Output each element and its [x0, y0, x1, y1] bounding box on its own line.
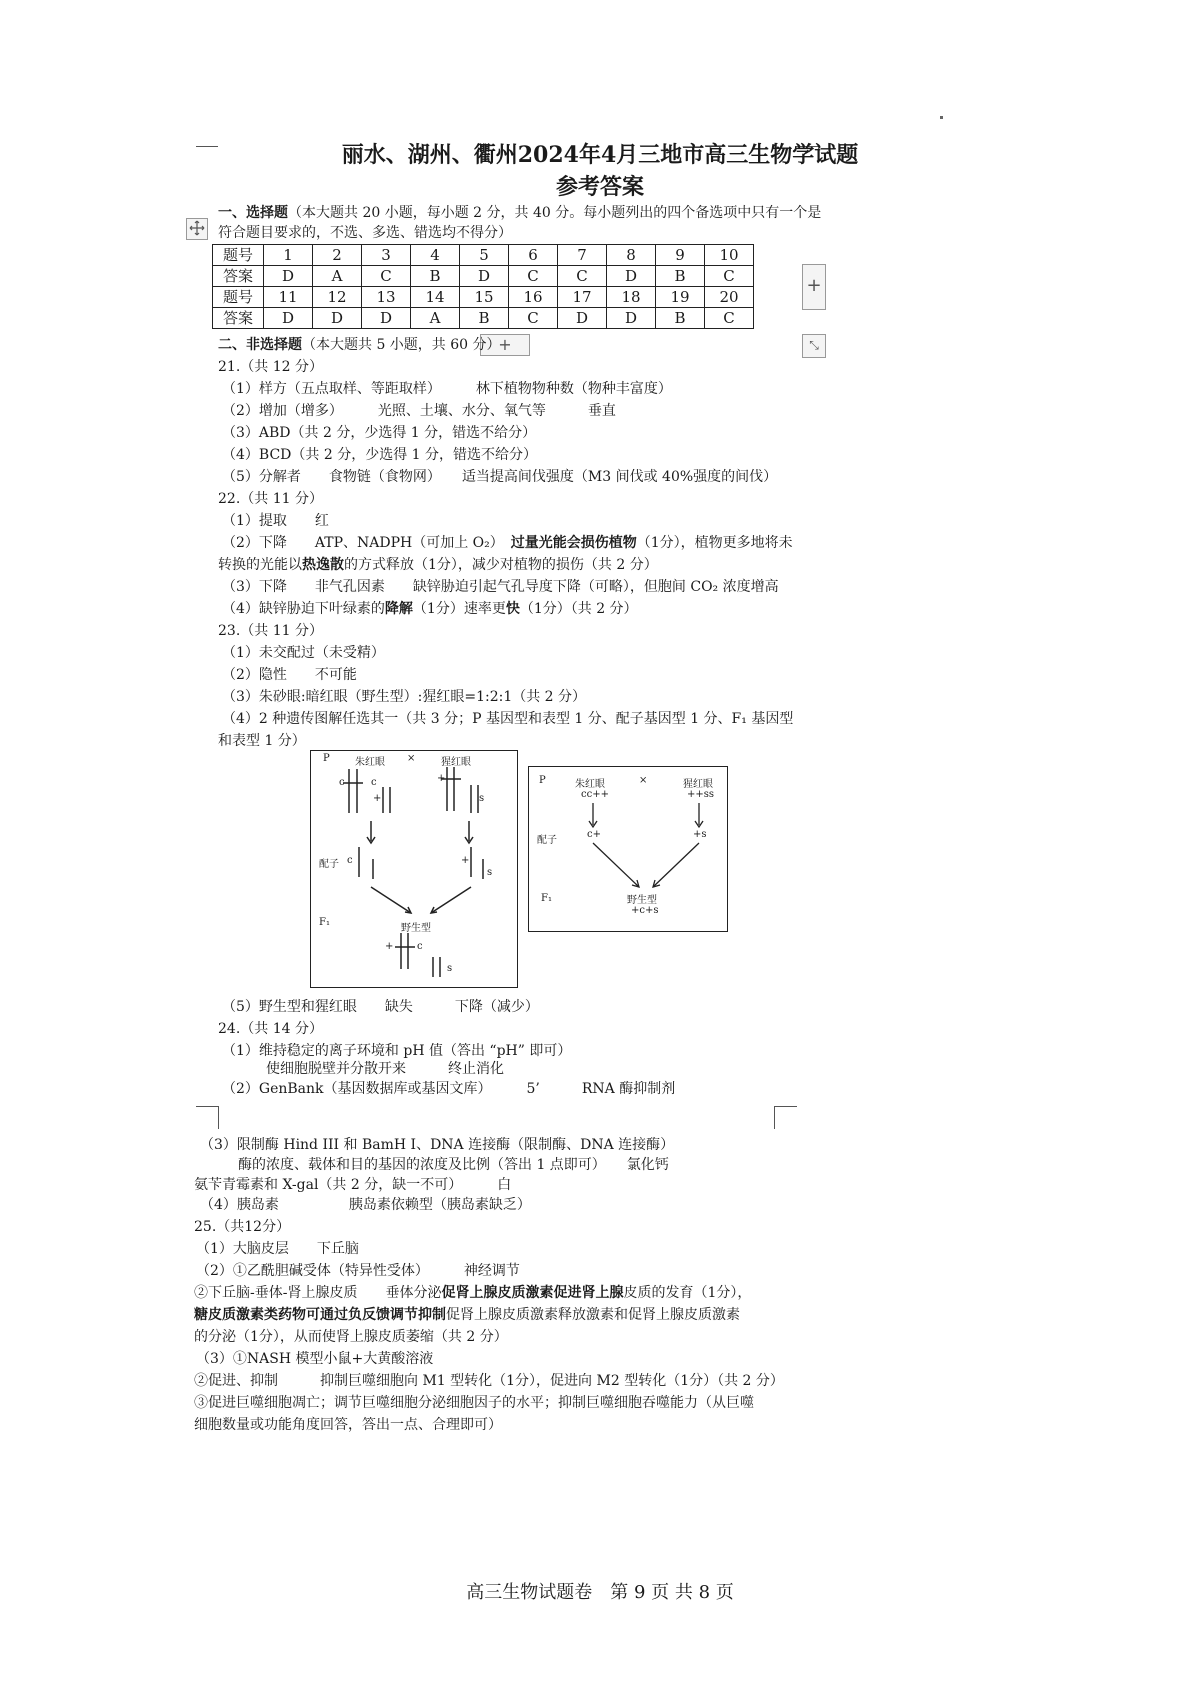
diagram2-geno2: ++ss	[687, 789, 715, 800]
dot-mark	[940, 116, 943, 119]
q25-line4-a: 糖皮质激素类药物可通过负反馈调节抑制	[194, 1307, 446, 1323]
question-number: 9	[656, 245, 705, 266]
allele-label: c	[347, 855, 353, 866]
diagram2-drawing	[529, 767, 727, 931]
question-number: 17	[558, 287, 607, 308]
answer-cell: D	[558, 308, 607, 329]
q25-line2: （2）①乙酰胆碱受体（特异性受体） 神经调节	[196, 1263, 520, 1279]
q21-line3: （3）ABD（共 2 分，少选得 1 分，错选不给分）	[222, 425, 537, 441]
table-row	[213, 287, 754, 308]
question-number: 13	[362, 287, 411, 308]
q21-line4: （4）BCD（共 2 分，少选得 1 分，错选不给分）	[222, 447, 538, 463]
diagram2-f1-label: F₁	[541, 893, 552, 904]
diagram2-geno1: cc++	[581, 789, 609, 800]
allele-label: s	[487, 867, 493, 878]
answer-cell: B	[656, 308, 705, 329]
answer-cell: B	[656, 266, 705, 287]
q22-line5-e: （1分）（共 2 分）	[519, 601, 638, 617]
plus-icon: +	[498, 335, 512, 354]
answer-cell: A	[313, 266, 362, 287]
q25-line4-b: 促肾上腺皮质激素释放激素和促肾上腺皮质激素	[446, 1307, 740, 1323]
q24-line3: （2）GenBank（基因数据库或基因文库） 5’ RNA 酶抑制剂	[222, 1081, 676, 1097]
page-footer: 高三生物试题卷 第 9 页 共 8 页	[466, 1582, 734, 1603]
diagram2-offgeno: +c+s	[631, 905, 659, 916]
answer-cell: B	[460, 308, 509, 329]
row-label-question: 题号	[213, 245, 264, 266]
question-number: 10	[705, 245, 754, 266]
q25-line5: 的分泌（1分），从而使肾上腺皮质萎缩（共 2 分）	[194, 1329, 508, 1345]
question-number: 20	[705, 287, 754, 308]
question-number: 4	[411, 245, 460, 266]
q25-line1: （1）大脑皮层 下丘脑	[196, 1241, 359, 1257]
q23-head: 23.（共 11 分）	[218, 623, 323, 639]
diagram1-gamete-label: 配子	[319, 859, 339, 870]
q25-line6: （3）①NASH 模型小鼠+大黄酸溶液	[196, 1351, 434, 1367]
answer-cell: A	[411, 308, 460, 329]
answer-cell: C	[558, 266, 607, 287]
q25-line3-a: ②下丘脑-垂体-肾上腺皮质 垂体分泌	[194, 1285, 442, 1301]
q25-line3-b: 促肾上腺皮质激素促进肾上腺	[441, 1285, 624, 1301]
section1-desc-1: （本大题共 20 小题，每小题 2 分，共 40 分。每小题列出的四个备选项中只有一个是	[288, 205, 822, 221]
allele-label: +	[437, 773, 446, 784]
q22-line5-c: （1分）速率更	[412, 601, 506, 617]
answer-cell: D	[362, 308, 411, 329]
allele-label: s	[479, 793, 485, 804]
diagram2-parent1: 朱红眼	[575, 779, 605, 790]
q22-line3-b: 热逸散	[302, 557, 344, 573]
q25-head: 25.（共12分）	[194, 1219, 291, 1235]
question-number: 2	[313, 245, 362, 266]
table-row	[213, 266, 754, 287]
q24-line5: 酶的浓度、载体和目的基因的浓度及比例（答出 1 点即可） 氯化钙	[210, 1157, 669, 1173]
section1-heading: 一、选择题	[218, 205, 288, 221]
q23-line2: （2）隐性 不可能	[222, 667, 357, 683]
answer-cell: C	[705, 266, 754, 287]
diagram2-gamete-label: 配子	[537, 835, 557, 846]
answer-cell: C	[509, 266, 558, 287]
move-handle-icon	[189, 220, 205, 236]
answer-cell: D	[460, 266, 509, 287]
answer-cell: D	[264, 266, 313, 287]
q25-line9: 细胞数量或功能角度回答，答出一点、合理即可）	[194, 1417, 502, 1433]
allele-label: +	[385, 941, 394, 952]
allele-label: c	[371, 777, 377, 788]
diagram1-offspring: 野生型	[401, 923, 431, 934]
q22-line5-a: （4）缺锌胁迫下叶绿素的	[222, 601, 385, 617]
q22-line3-c: 的方式释放（1分），减少对植物的损伤（共 2 分）	[344, 557, 658, 573]
answer-cell: D	[313, 308, 362, 329]
question-number: 6	[509, 245, 558, 266]
diagram2-cross: ×	[639, 775, 648, 786]
q24-line1: （1）维持稳定的离子环境和 pH 值（答出 “pH” 即可）	[222, 1043, 572, 1059]
answer-cell: D	[264, 308, 313, 329]
q23-line5: 和表型 1 分）	[218, 733, 306, 749]
page-title: 丽水、湖州、衢州2024年4月三地市高三生物学试题	[341, 142, 859, 168]
question-number: 12	[313, 287, 362, 308]
row-label-answer: 答案	[213, 308, 264, 329]
section2-heading: 二、非选择题	[218, 337, 302, 353]
q22-line2-a: （2）下降 ATP、NADPH（可加上 O₂）	[222, 535, 511, 551]
answer-cell: B	[411, 266, 460, 287]
diagram1-drawing	[311, 751, 517, 987]
table-move-handle[interactable]	[186, 218, 208, 240]
diagram1-f1-label: F₁	[319, 917, 330, 928]
question-number: 16	[509, 287, 558, 308]
table-row	[213, 245, 754, 266]
q21-line2: （2）增加（增多） 光照、土壤、水分、氧气等 垂直	[222, 403, 616, 419]
diagram1-p-label: P	[323, 753, 330, 764]
q25-line3	[194, 1284, 751, 1302]
q22-line3-a: 转换的光能以	[218, 557, 302, 573]
q22-line1: （1）提取 红	[222, 513, 329, 529]
allele-label: c	[417, 941, 423, 952]
q25-line8: ③促进巨噬细胞凋亡；调节巨噬细胞分泌细胞因子的水平；抑制巨噬细胞吞噬能力（从巨噬	[194, 1395, 754, 1411]
allele-label: +	[373, 793, 382, 804]
question-number: 5	[460, 245, 509, 266]
answer-cell: D	[607, 266, 656, 287]
diagram2-p-label: P	[539, 775, 546, 786]
q22-line4: （3）下降 非气孔因素 缺锌胁迫引起气孔导度下降（可略），但胞间 CO₂ 浓度增高	[222, 579, 779, 595]
answer-cell: C	[509, 308, 558, 329]
diagram1-parent1: 朱红眼	[355, 757, 385, 768]
q22-line2-b: 过量光能会损伤植物	[510, 535, 637, 551]
genetic-diagram-genotype	[528, 766, 728, 932]
question-number: 8	[607, 245, 656, 266]
plus-icon: +	[806, 275, 822, 296]
diagram1-parent2: 猩红眼	[441, 757, 471, 768]
allele-label: c	[339, 777, 345, 788]
question-number: 3	[362, 245, 411, 266]
genetic-diagram-chromosome	[310, 750, 518, 988]
resize-icon: ⤡	[809, 338, 819, 352]
q21-head: 21.（共 12 分）	[218, 359, 323, 375]
section2-line	[218, 336, 501, 354]
question-number: 18	[607, 287, 656, 308]
q22-line5	[222, 600, 638, 618]
q22-line3	[218, 556, 658, 574]
q21-line1: （1）样方（五点取样、等距取样） 林下植物物种数（物种丰富度）	[222, 381, 672, 397]
answer-cell: C	[362, 266, 411, 287]
answer-cell: C	[705, 308, 754, 329]
q22-line5-d: 快	[505, 601, 520, 617]
question-number: 7	[558, 245, 607, 266]
q25-line4	[194, 1306, 740, 1324]
allele-label: +	[461, 855, 470, 866]
allele-label: s	[447, 963, 453, 974]
q22-head: 22.（共 11 分）	[218, 491, 323, 507]
q23-line6: （5）野生型和猩红眼 缺失 下降（减少）	[222, 999, 539, 1015]
answer-table	[212, 244, 754, 329]
crop-mark-mid-left	[196, 1106, 219, 1129]
diagram2-parent2: 猩红眼	[683, 779, 713, 790]
table-row	[213, 308, 754, 329]
q25-line3-c: 皮质的发育（1分），	[623, 1285, 752, 1301]
diagram1-cross: ×	[407, 753, 416, 764]
section1-desc-2: 符合题目要求的，不选、多选、错选均不得分）	[218, 225, 512, 241]
q25-line7: ②促进、抑制 抑制巨噬细胞向 M1 型转化（1分），促进向 M2 型转化（1分）（共 2 分）	[194, 1373, 784, 1389]
q23-line4: （4）2 种遗传图解任选其一（共 3 分；P 基因型和表型 1 分、配子基因型 1 分、F₁ 基因型	[222, 711, 794, 727]
section2-desc: （本大题共 5 小题，共 60 分）	[302, 337, 501, 353]
question-number: 15	[460, 287, 509, 308]
q24-line6: 氨苄青霉素和 X-gal（共 2 分，缺一不可） 白	[194, 1177, 512, 1193]
q24-line7: （4）胰岛素 胰岛素依赖型（胰岛素缺乏）	[200, 1197, 531, 1213]
q22-line2	[222, 534, 793, 552]
diagram2-offspring: 野生型	[627, 895, 657, 906]
crop-mark-mid-right	[774, 1106, 797, 1129]
add-column-button[interactable]	[802, 264, 826, 310]
question-number: 1	[264, 245, 313, 266]
diagram2-gam2: +s	[693, 829, 707, 840]
q22-line5-b: 降解	[384, 601, 413, 617]
q24-head: 24.（共 14 分）	[218, 1021, 323, 1037]
question-number: 11	[264, 287, 313, 308]
table-resize-handle[interactable]	[802, 334, 826, 358]
row-label-answer: 答案	[213, 266, 264, 287]
q24-line2: 使细胞脱壁并分散开来 终止消化	[238, 1061, 504, 1077]
section1-line1	[218, 204, 821, 222]
page-subtitle: 参考答案	[555, 174, 644, 200]
row-label-question: 题号	[213, 287, 264, 308]
q23-line3: （3）朱砂眼:暗红眼（野生型）:猩红眼=1:2:1（共 2 分）	[222, 689, 587, 705]
q23-line1: （1）未交配过（未受精）	[222, 645, 385, 661]
diagram2-gam1: c+	[587, 829, 601, 840]
q24-line4: （3）限制酶 Hind III 和 BamH I、DNA 连接酶（限制酶、DNA 连接酶）	[200, 1137, 675, 1153]
question-number: 14	[411, 287, 460, 308]
q22-line2-c: （1分），植物更多地将未	[636, 535, 793, 551]
answer-cell: D	[607, 308, 656, 329]
q21-line5: （5）分解者 食物链（食物网） 适当提高间伐强度（M3 间伐或 40%强度的间伐）	[222, 469, 778, 485]
question-number: 19	[656, 287, 705, 308]
